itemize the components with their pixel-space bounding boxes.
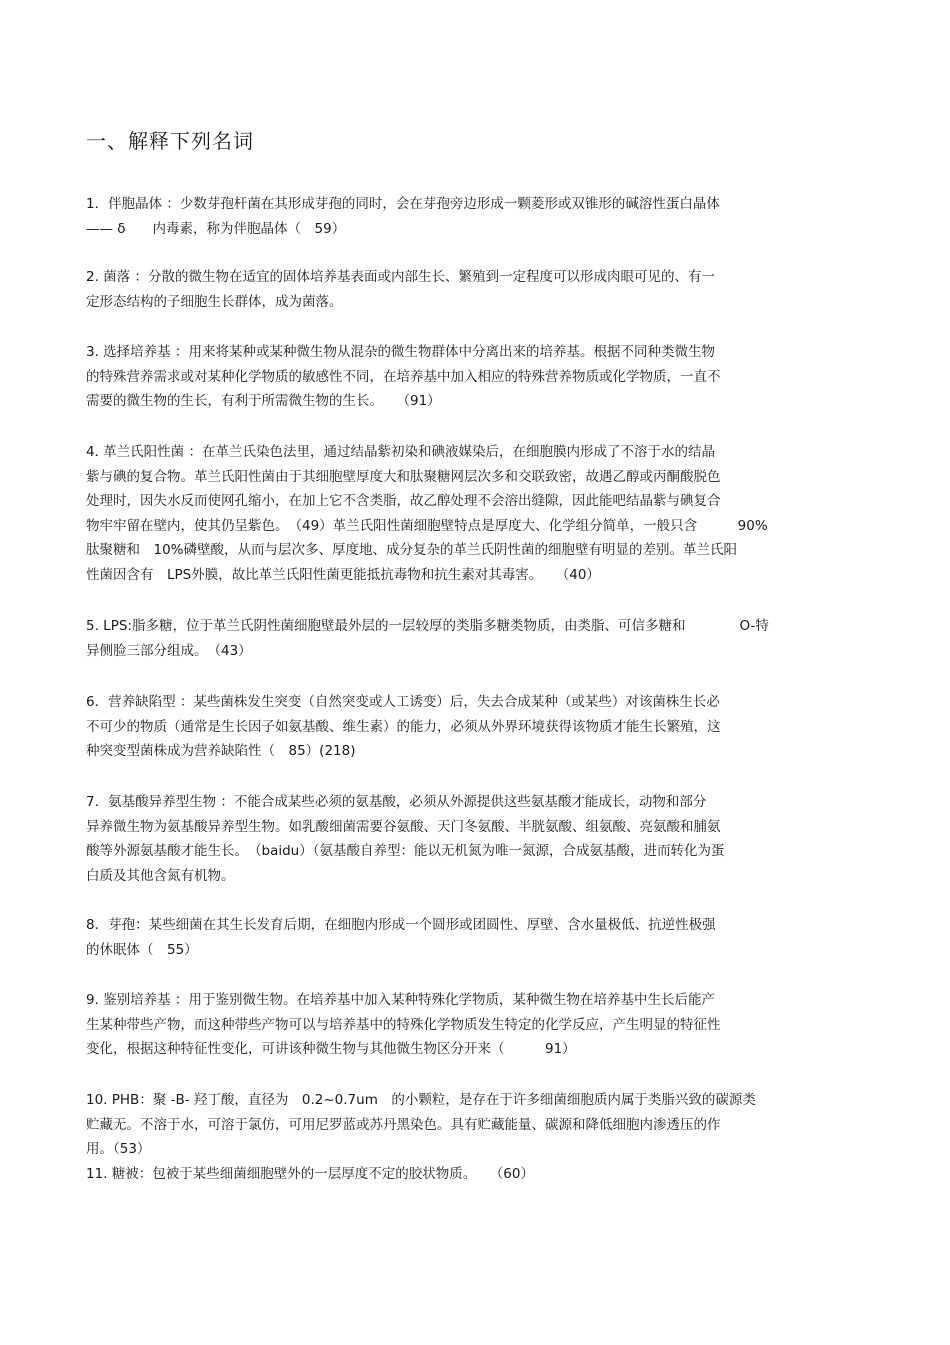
term-entry-6 — [86, 690, 846, 764]
entry-line: 异侧脸三部分组成。 （43） — [86, 642, 252, 659]
entry-line: 白质及其他含氮有机物。 — [86, 867, 235, 884]
term-entry-7 — [86, 790, 846, 888]
entry-line: 5. LPS:脂多糖，位于革兰氏阴性菌细胞壁最外层的一层较厚的类脂多糖类物质，由类脂、可信多糖和 O-特 — [86, 618, 769, 634]
term-entry-4 — [86, 440, 846, 587]
entry-line: 8．芽孢：某些细菌在其生长发育后期，在细胞内形成一个圆形或团圆性、厚壁、含水量极低、抗逆性极强 — [86, 917, 716, 933]
entry-line: 性菌因含有 LPS外膜，故比革兰氏阳性菌更能抵抗毒物和抗生素对其毒害。 （40） — [86, 566, 600, 583]
entry-line: 需要的微生物的生长，有利于所需微生物的生长。 （91） — [86, 393, 441, 409]
term-entry-1 — [86, 192, 846, 241]
entry-line: 1．伴胞晶体 ：少数芽孢杆菌在其形成芽孢的同时，会在芽孢旁边形成一颗菱形或双锥形的碱溶性蛋白晶体 — [86, 196, 720, 212]
entry-line: 变化，根据这种特征性变化，可讲该种微生物与其他微生物区分开来（ 91） — [86, 1041, 576, 1057]
entry-line: 定形态结构的子细胞生长群体，成为菌落。 — [86, 293, 343, 310]
entry-line: 不可少的物质（通常是生长因子如氨基酸、维生素）的能力，必须从外界环境获得该物质才能生长繁殖，这 — [86, 718, 721, 735]
section-heading: 一、解释下列名词 — [86, 129, 254, 153]
entry-line: 异养微生物为氨基酸异养型生物。如乳酸细菌需要谷氨酸、天门冬氨酸、半胱氨酸、组氨酸、亮氨酸和脯氨 — [86, 818, 721, 835]
entry-line: 的特殊营养需求或对某种化学物质的敏感性不同，在培养基中加入相应的特殊营养物质或化学物质，一直不 — [86, 368, 721, 385]
term-entry-9 — [86, 988, 846, 1062]
term-entry-10 — [86, 1088, 846, 1186]
entry-line: 肽聚糖和 10%磷壁酸，从而与层次多、厚度地、成分复杂的革兰氏阴性菌的细胞壁有明显的差别。革兰氏阳 — [86, 542, 738, 558]
entry-line: 贮藏无。不溶于水，可溶于氯仿，可用尼罗蓝或苏丹黑染色。具有贮藏能量、碳源和降低细胞内渗透压的作 — [86, 1116, 721, 1133]
entry-line: 6．营养缺陷型 ：某些菌株发生突变（自然突变或人工诱变）后，失去合成某种（或某些）对该菌株生长必 — [86, 694, 720, 710]
entry-line: 紫与碘的复合物。革兰氏阳性菌由于其细胞壁厚度大和肽聚糖网层次多和交联致密，故遇乙醇或丙酮酸脱色 — [86, 468, 721, 485]
entry-line: 生某种带些产物，而这种带些产物可以与培养基中的特殊化学物质发生特定的化学反应，产生明显的特征性 — [86, 1016, 721, 1033]
term-entry-5 — [86, 614, 846, 663]
term-entry-2 — [86, 265, 846, 314]
entry-line: 用。（53） — [86, 1141, 151, 1157]
entry-line: —— δ 内毒素，称为伴胞晶体（ 59） — [86, 220, 346, 237]
entry-line: 2. 菌落 ：分散的微生物在适宜的固体培养基表面或内部生长、繁殖到一定程度可以形成肉眼可见的、有一 — [86, 269, 715, 285]
entry-line: 处理时，因失水反而使网孔缩小，在加上它不含类脂，故乙醇处理不会溶出缝隙，因此能吧结晶紫与碘复合 — [86, 493, 721, 509]
entry-line: 7．氨基酸异养型生物 ：不能合成某些必须的氨基酸，必须从外源提供这些氨基酸才能成长，动物和部分 — [86, 794, 707, 810]
entry-line: 9. 鉴别培养基 ：用于鉴别微生物。在培养基中加入某种特殊化学物质，某种微生物在培养基中生长后能产 — [86, 992, 715, 1008]
entry-line: 10. PHB：聚 -B- 羟丁酸，直径为 0.2~0.7um 的小颗粒，是存在于许多细菌细胞质内属于类脂兴致的碳源类 — [86, 1092, 756, 1108]
entry-line: 的休眠体（ 55） — [86, 941, 198, 958]
entry-line: 酸等外源氨基酸才能生长。 （baidu）（氨基酸自养型：能以无机氮为唯一氮源，合成氨基酸，进而转化为蛋 — [86, 843, 725, 859]
entry-line: 11. 糖被：包被于某些细菌细胞壁外的一层厚度不定的胶状物质。 （60） — [86, 1165, 534, 1182]
entry-line: 种突变型菌株成为营养缺陷性（ 85）(218) — [86, 743, 356, 759]
term-entry-3 — [86, 340, 846, 414]
entry-line: 4. 革兰氏阳性菌 ：在革兰氏染色法里，通过结晶紫初染和碘液媒染后，在细胞膜内形成了不溶于水的结晶 — [86, 444, 715, 460]
entry-line: 3. 选择培养基 ：用来将某种或某种微生物从混杂的微生物群体中分离出来的培养基。根据不同种类微生物 — [86, 344, 715, 360]
term-entry-8 — [86, 913, 846, 962]
entry-line: 物牢牢留在壁内，使其仍呈紫色。 （49）革兰氏阳性菌细胞壁特点是厚度大、化学组分简单，一般只含 90% — [86, 517, 768, 534]
